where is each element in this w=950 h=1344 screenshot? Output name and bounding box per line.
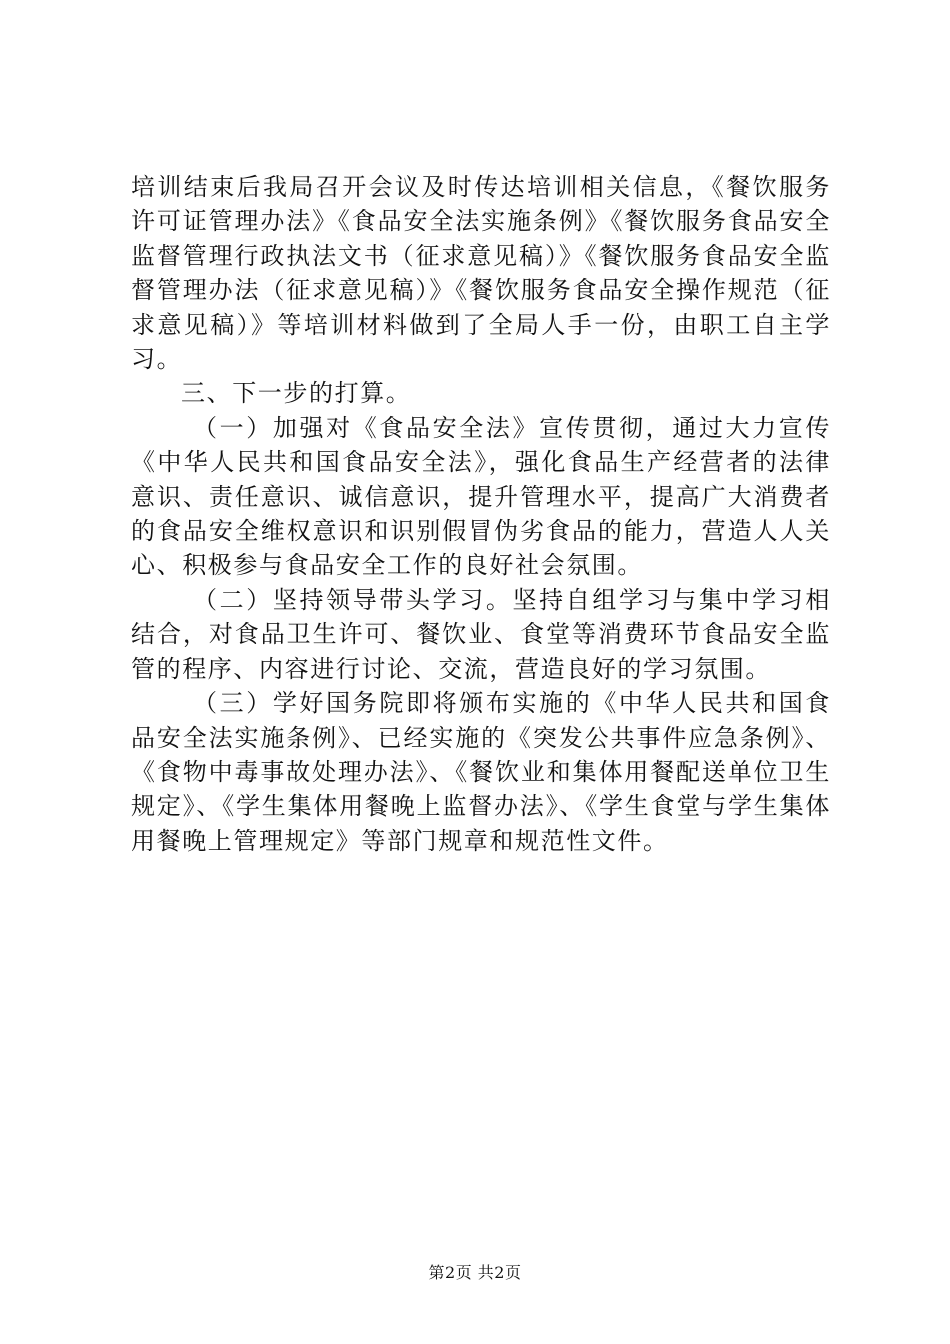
paragraph-training-summary: 培训结束后我局召开会议及时传达培训相关信息，《餐饮服务许可证管理办法》《食品安全法实施条例》《餐饮服务食品安全监督管理行政执法文书（征求意见稿）》《餐饮服务食品安全监督管理办法（征求意见稿）》《餐饮服务食品安全操作规范（征求意见稿）》等培训材料做到了全局人手一份，由职工自主学习。	[131, 173, 831, 374]
paragraph-item-1: （一）加强对《食品安全法》宣传贯彻，通过大力宣传《中华人民共和国食品安全法》，强化食品生产经营者的法律意识、责任意识、诚信意识，提升管理水平，提高广大消费者的食品安全维权意识和识别假冒伪劣食品的能力，营造人人关心、积极参与食品安全工作的良好社会氛围。	[131, 413, 831, 580]
section-heading-next-steps: 三、下一步的打算。	[181, 379, 412, 408]
page-number-footer: 第2页 共2页	[428, 1263, 522, 1282]
document-body	[131, 170, 831, 858]
paragraph-item-2: （二）坚持领导带头学习。坚持自组学习与集中学习相结合，对食品卫生许可、餐饮业、食堂等消费环节食品安全监管的程序、内容进行讨论、交流，营造良好的学习氛围。	[131, 585, 831, 683]
paragraph-item-3: （三）学好国务院即将颁布实施的《中华人民共和国食品安全法实施条例》、已经实施的《突发公共事件应急条例》、《食物中毒事故处理办法》、《餐饮业和集体用餐配送单位卫生规定》、《学生集体用餐晚上监督办法》、《学生食堂与学生集体用餐晚上管理规定》等部门规章和规范性文件。	[131, 689, 831, 855]
